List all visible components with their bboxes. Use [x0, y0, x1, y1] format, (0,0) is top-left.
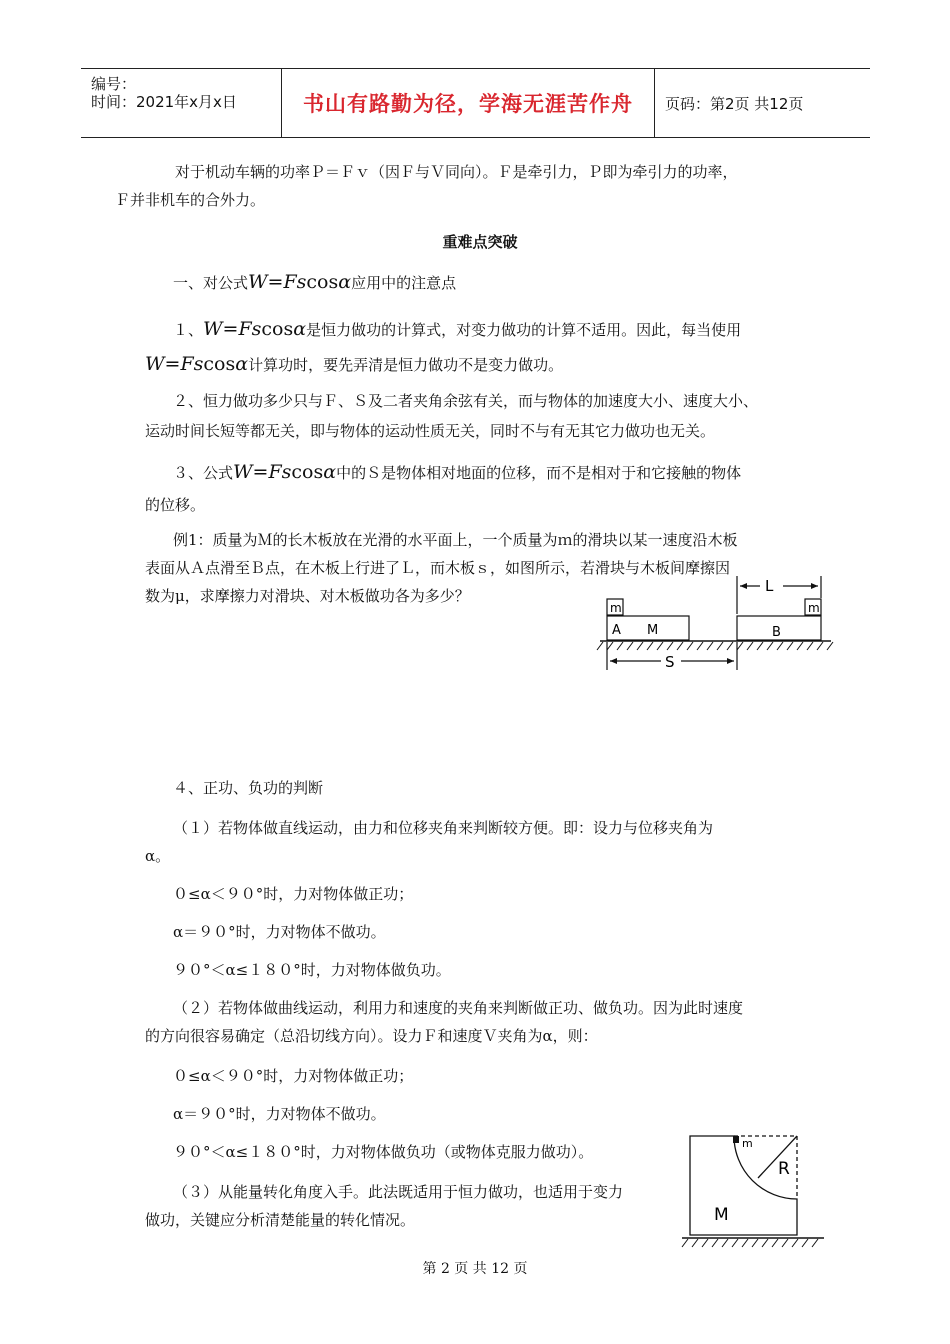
formula-inline: W=Fscosα: [248, 271, 352, 293]
p1-text-2: 计算功时，要先弄清是恒力做功不是变力做功。: [248, 356, 564, 374]
section-4-part-3: [145, 1178, 685, 1234]
formula-inline: W=Fscosα: [145, 353, 249, 375]
example-line-2: 表面从Ａ点滑至Ｂ点，在木板上行进了Ｌ，而木板ｓ，如图所示，若滑块与木板间摩擦因: [145, 559, 731, 577]
label-m-left: m: [610, 601, 622, 615]
intro-line-2: Ｆ并非机车的合外力。: [115, 191, 266, 209]
intro-paragraph: [115, 158, 815, 214]
section-4-part-1: [145, 814, 815, 870]
s4-part1-line-2: α。: [145, 847, 171, 865]
p3-text-1: 中的Ｓ是物体相对地面的位移，而不是相对于和它接触的物体: [336, 464, 742, 482]
paragraph-1: [145, 312, 815, 382]
page-footer: 第 2 页 共 12 页: [422, 1261, 528, 1277]
section-title: 重难点突破: [442, 233, 518, 251]
s4-part2-line-1: （２）若物体做曲线运动，利用力和速度的夹角来判断做正功、做负功。因为此时速度: [173, 999, 744, 1017]
section-4-part-2: [145, 994, 815, 1050]
p2-line-1: ２、恒力做功多少只与Ｆ、Ｓ及二者夹角余弦有关，而与物体的加速度大小、速度大小、: [173, 392, 759, 410]
intro-line-1: 对于机动车辆的功率Ｐ＝Ｆｖ（因Ｆ与Ｖ同向）。Ｆ是牵引力，Ｐ即为牵引力的功率，: [175, 163, 738, 181]
block-body: [690, 1136, 797, 1235]
label-m-right: m: [808, 601, 820, 615]
header-motto-cell: [282, 69, 655, 137]
header-page-label: 页码：第2页 共12页: [665, 94, 804, 113]
label-l: L: [765, 577, 774, 595]
condition-4: ０≤α＜９０°时，力对物体做正功；: [173, 1067, 414, 1085]
label-board-m: M: [647, 623, 659, 638]
item-one-prefix: 一、对公式: [173, 274, 249, 292]
p1-prefix: １、: [173, 321, 204, 339]
formula-inline: W=Fscosα: [203, 318, 307, 340]
header-number-label: 编号：: [91, 75, 137, 93]
p3-prefix: ３、公式: [173, 464, 234, 482]
s4-part3-line-2: 做功，关键应分析清楚能量的转化情况。: [145, 1211, 416, 1229]
paragraph-2: [145, 386, 815, 446]
document-header: [81, 68, 870, 138]
label-block-m: M: [714, 1205, 729, 1225]
figure-groove-block: [678, 1128, 828, 1253]
p3-text-2: 的位移。: [145, 496, 206, 514]
label-a: A: [612, 623, 621, 638]
small-block-m: [733, 1136, 739, 1143]
s4-part2-line-2: 的方向很容易确定（总沿切线方向）。设力Ｆ和速度Ｖ夹角为α，则：: [145, 1027, 598, 1045]
ground-hatch: [597, 642, 833, 650]
label-small-m: m: [742, 1137, 753, 1150]
header-motto: 书山有路勤为径，学海无涯苦作舟: [303, 92, 633, 116]
figure-board-slider: [595, 570, 840, 675]
item-one-heading: [173, 268, 843, 297]
p1-text-1: 是恒力做功的计算式，对变力做功的计算不适用。因此，每当使用: [306, 321, 742, 339]
s4-part3-line-1: （３）从能量转化角度入手。此法既适用于恒力做功，也适用于变力: [173, 1183, 624, 1201]
paragraph-3: [145, 456, 815, 521]
header-time-label: 时间：2021年x月x日: [91, 93, 237, 111]
condition-5: α＝９０°时，力对物体不做功。: [173, 1105, 386, 1123]
s4-part1-line-1: （１）若物体做直线运动，由力和位移夹角来判断较方便。即：设力与位移夹角为: [173, 819, 714, 837]
formula-inline: W=Fscosα: [233, 461, 337, 483]
example-line-1: 例1：质量为Ｍ的长木板放在光滑的水平面上，一个质量为ｍ的滑块以某一速度沿木板: [173, 531, 738, 549]
header-info-cell: [81, 69, 282, 137]
ground-hatch-2: [682, 1239, 818, 1247]
section-4-title: ４、正功、负功的判断: [173, 779, 324, 797]
label-b: B: [772, 625, 781, 640]
label-s: S: [665, 653, 675, 671]
header-page-cell: [655, 69, 870, 137]
condition-3: ９０°＜α≤１８０°时，力对物体做负功。: [173, 961, 451, 979]
label-radius-r: R: [778, 1159, 790, 1179]
condition-2: α＝９０°时，力对物体不做功。: [173, 923, 386, 941]
condition-6: ９０°＜α≤１８０°时，力对物体做负功（或物体克服力做功）。: [173, 1143, 594, 1161]
condition-1: ０≤α＜９０°时，力对物体做正功；: [173, 885, 414, 903]
item-one-suffix: 应用中的注意点: [351, 274, 457, 292]
example-line-3: 数为μ，求摩擦力对滑块、对木板做功各为多少？: [145, 587, 470, 605]
p2-line-2: 运动时间长短等都无关，即与物体的运动性质无关，同时不与有无其它力做功也无关。: [145, 422, 716, 440]
